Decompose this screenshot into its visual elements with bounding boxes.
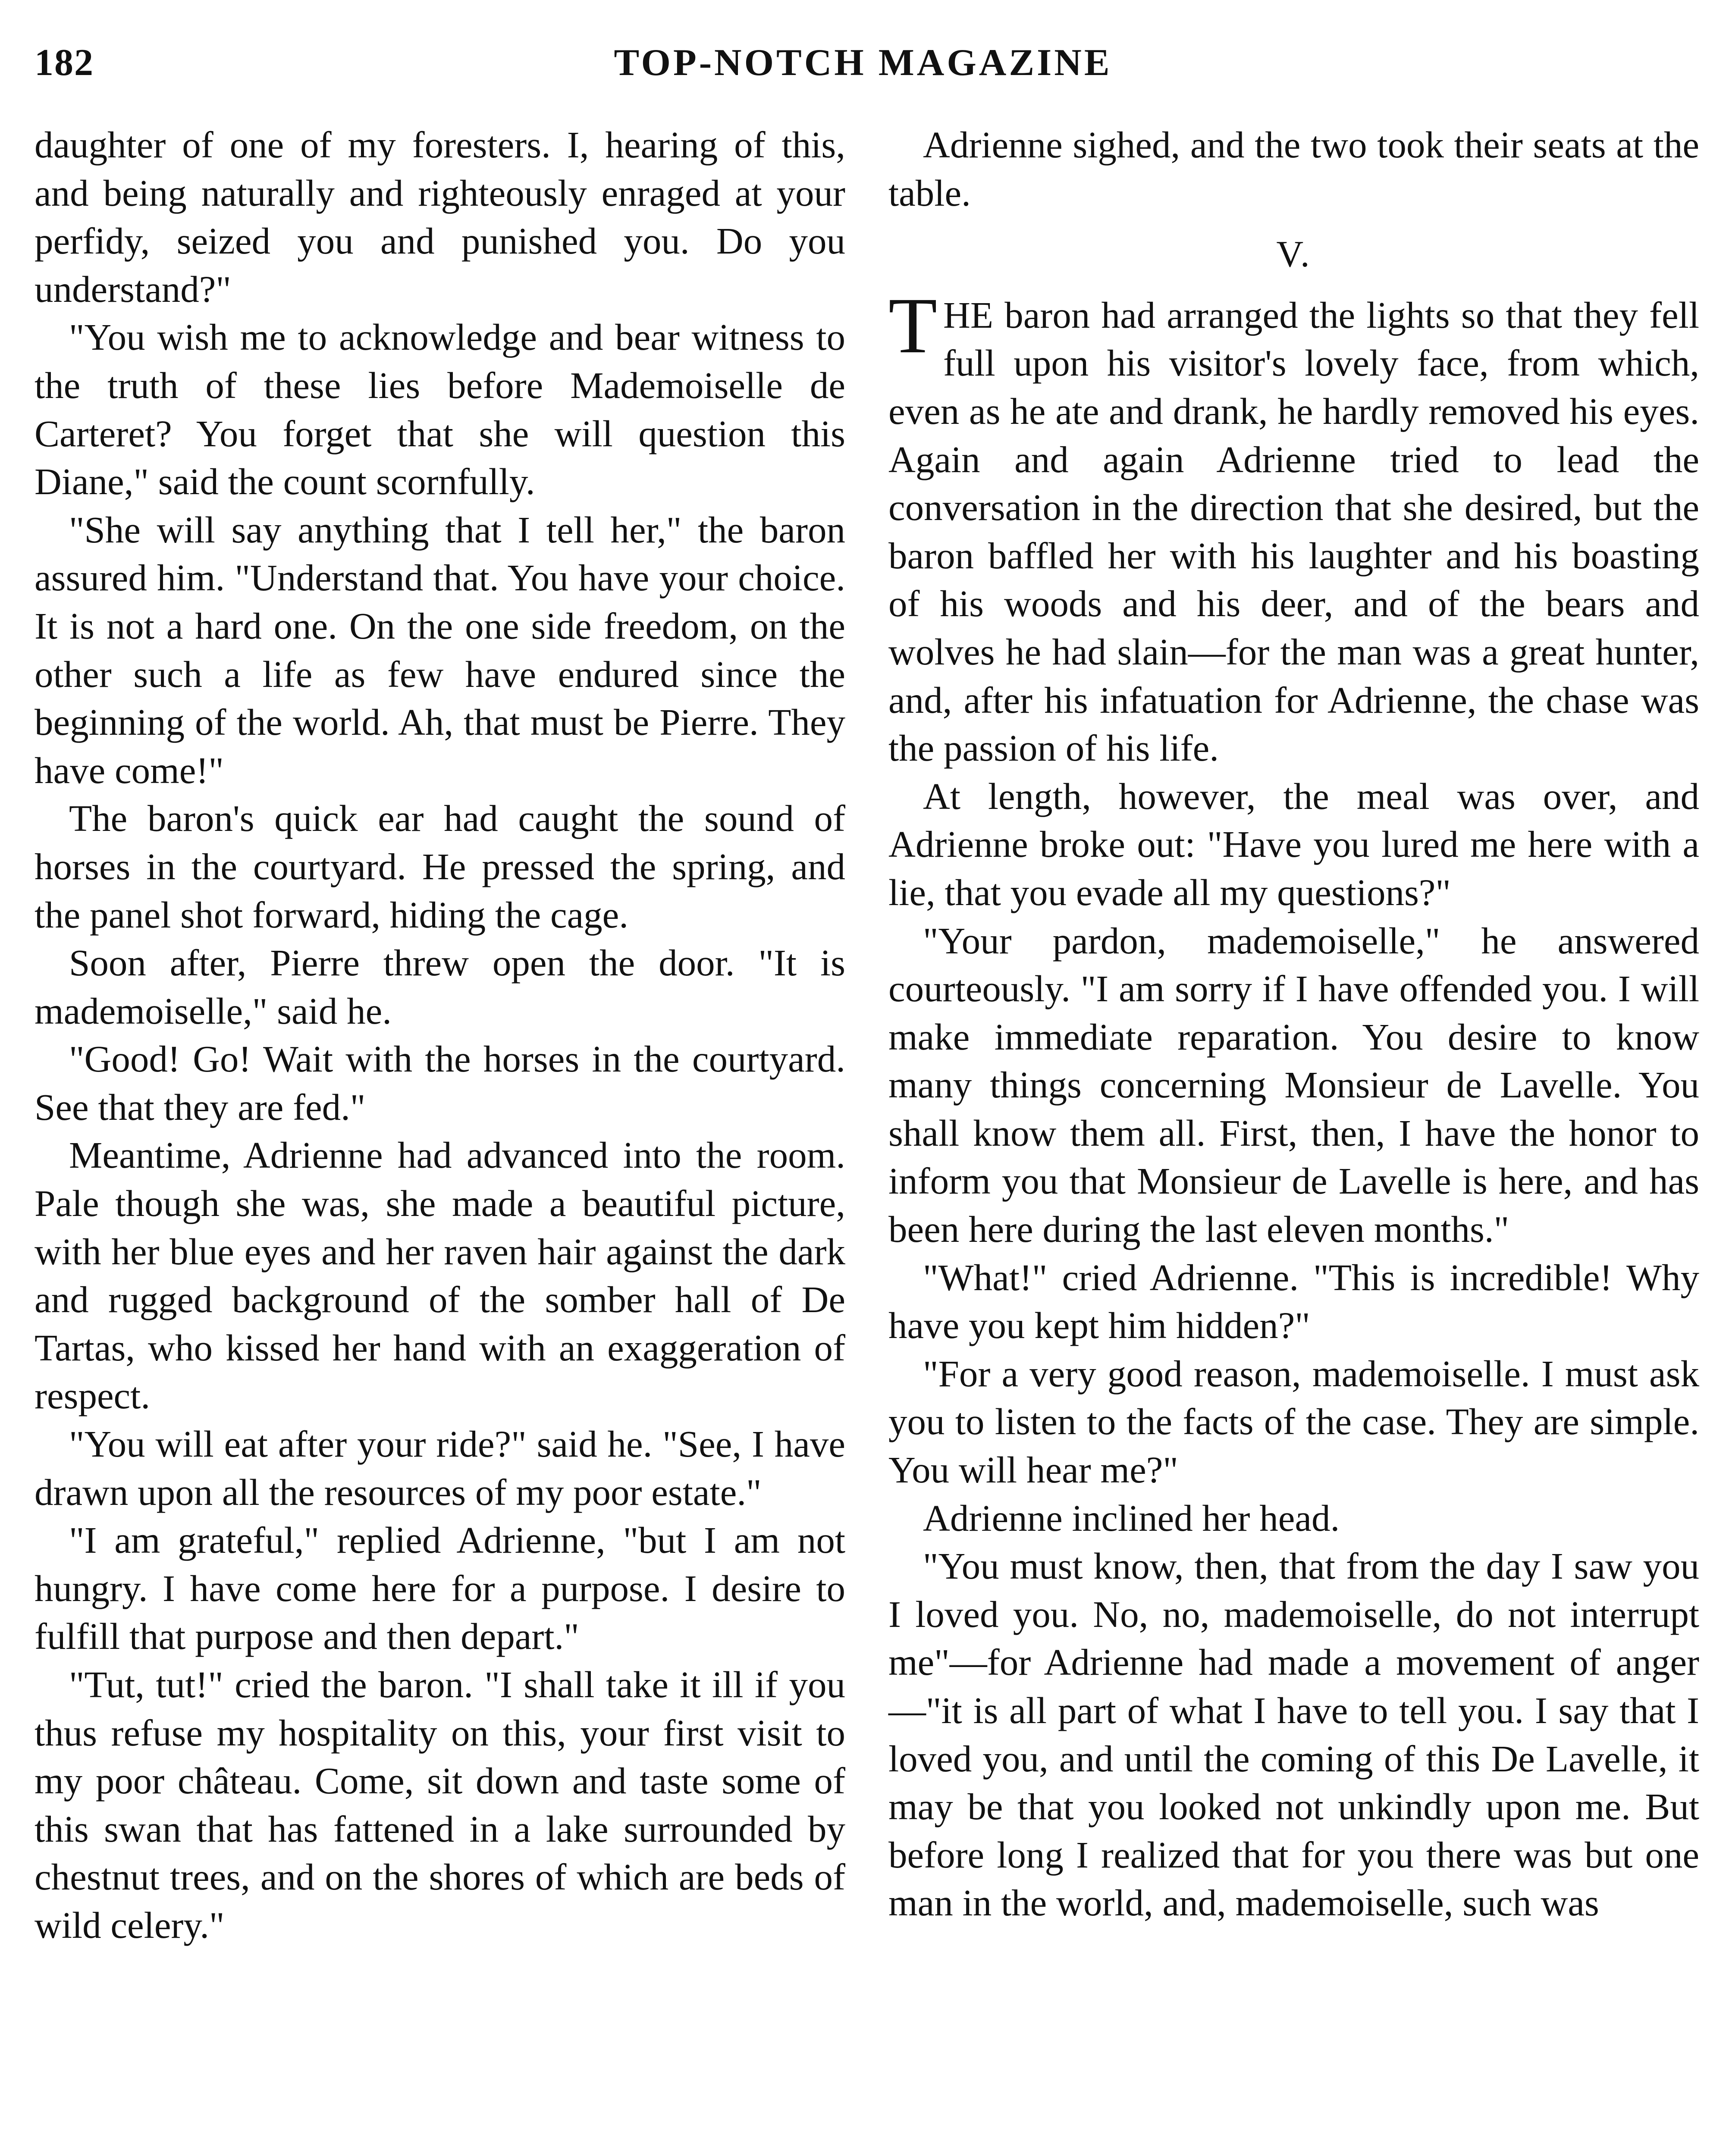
paragraph: "You will eat after your ride?" said he. "See, I have drawn upon all the resources of my poor estate." — [35, 1423, 845, 1513]
page-number: 182 — [35, 42, 94, 84]
drop-cap-paragraph — [888, 281, 1699, 772]
paragraph: "What!" cried Adrienne. "This is incredible! Why have you kept him hidden?" — [888, 1256, 1699, 1347]
paragraph: Meantime, Adrienne had advanced into the room. Pale though she was, she made a beautiful picture, with her blue eyes and her raven hair against the dark and rugged background of the somber hall of De Tartas, who kissed her hand with an exaggeration of respect. — [35, 1134, 845, 1417]
paragraph: Adrienne sighed, and the two took their seats at the table. — [888, 124, 1699, 214]
paragraph: "I am grateful," replied Adrienne, "but I am not hungry. I have come here for a purpose. I desire to fulfill that purpose and then depart." — [35, 1519, 845, 1658]
paragraph: "You must know, then, that from the day I saw you I loved you. No, no, mademoiselle, do not interrupt me"—for Adrienne had made a movement of anger—"it is all part of what I have to tell you. I say that I loved you, and until the coming of this De Lavelle, it may be that you looked not unkindly upon me. But before long I realized that for you there was but one man in the world, and, mademoiselle, such was — [888, 1545, 1699, 1924]
paragraph: Adrienne inclined her head. — [923, 1497, 1340, 1539]
paragraph: The baron's quick ear had caught the sound of horses in the courtyard. He pressed the spring, and the panel shot forward, hiding the cage. — [35, 797, 845, 936]
paragraph: At length, however, the meal was over, and Adrienne broke out: "Have you lured me here with a lie, that you evade all my questions?" — [888, 775, 1699, 913]
page-header — [35, 41, 1691, 101]
paragraph: daughter of one of my foresters. I, hearing of this, and being naturally and righteously enraged at your perfidy, seized you and punished you. Do you understand?" — [35, 124, 845, 310]
paragraph: "Good! Go! Wait with the horses in the courtyard. See that they are fed." — [35, 1038, 845, 1128]
left-column — [35, 121, 845, 1949]
paragraph: "For a very good reason, mademoiselle. I must ask you to listen to the facts of the case. They are simple. You will hear me?" — [888, 1352, 1699, 1491]
paragraph: "Your pardon, mademoiselle," he answered courteously. "I am sorry if I have offended you. I will make immediate reparation. You desire to know many things concerning Monsieur de Lavelle. You shall know them all. First, then, I have the honor to inform you that Monsieur de Lavelle is here, and has been here during the last eleven months." — [888, 919, 1699, 1250]
drop-cap: T — [888, 281, 938, 370]
right-column — [888, 121, 1699, 1927]
paragraph: "You wish me to acknowledge and bear witness to the truth of these lies before Mademoiselle de Carteret? You forget that she will question this Diane," said the count scornfully. — [35, 316, 845, 503]
section-heading: V. — [1276, 233, 1312, 275]
paragraph: Soon after, Pierre threw open the door. "It is mademoiselle," said he. — [35, 942, 845, 1032]
drop-cap-paragraph-text: HE baron had arranged the lights so that they fell full upon his visitor's lovely face, from which, even as he ate and drank, he hardly removed his eyes. Again and again Adrienne tried to lead the conversation in the direction that she desired, but the baron baffled her with his laughter and his boasting of his woods and his deer, and of the bears and wolves he had slain—for the man was a great hunter, and, after his infatuation for Adrienne, the chase was the passion of his life. — [888, 294, 1699, 769]
running-head: TOP-NOTCH MAGAZINE — [614, 42, 1112, 84]
paragraph: "She will say anything that I tell her," the baron assured him. "Understand that. You have your choice. It is not a hard one. On the one side freedom, on the other such a life as few have endured since the beginning of the world. Ah, that must be Pierre. They have come!" — [35, 508, 845, 791]
paragraph: "Tut, tut!" cried the baron. "I shall take it ill if you thus refuse my hospitality on this, your first visit to my poor château. Come, sit down and taste some of this swan that has fattened in a lake surrounded by chestnut trees, and on the shores of which are beds of wild celery." — [35, 1664, 845, 1946]
